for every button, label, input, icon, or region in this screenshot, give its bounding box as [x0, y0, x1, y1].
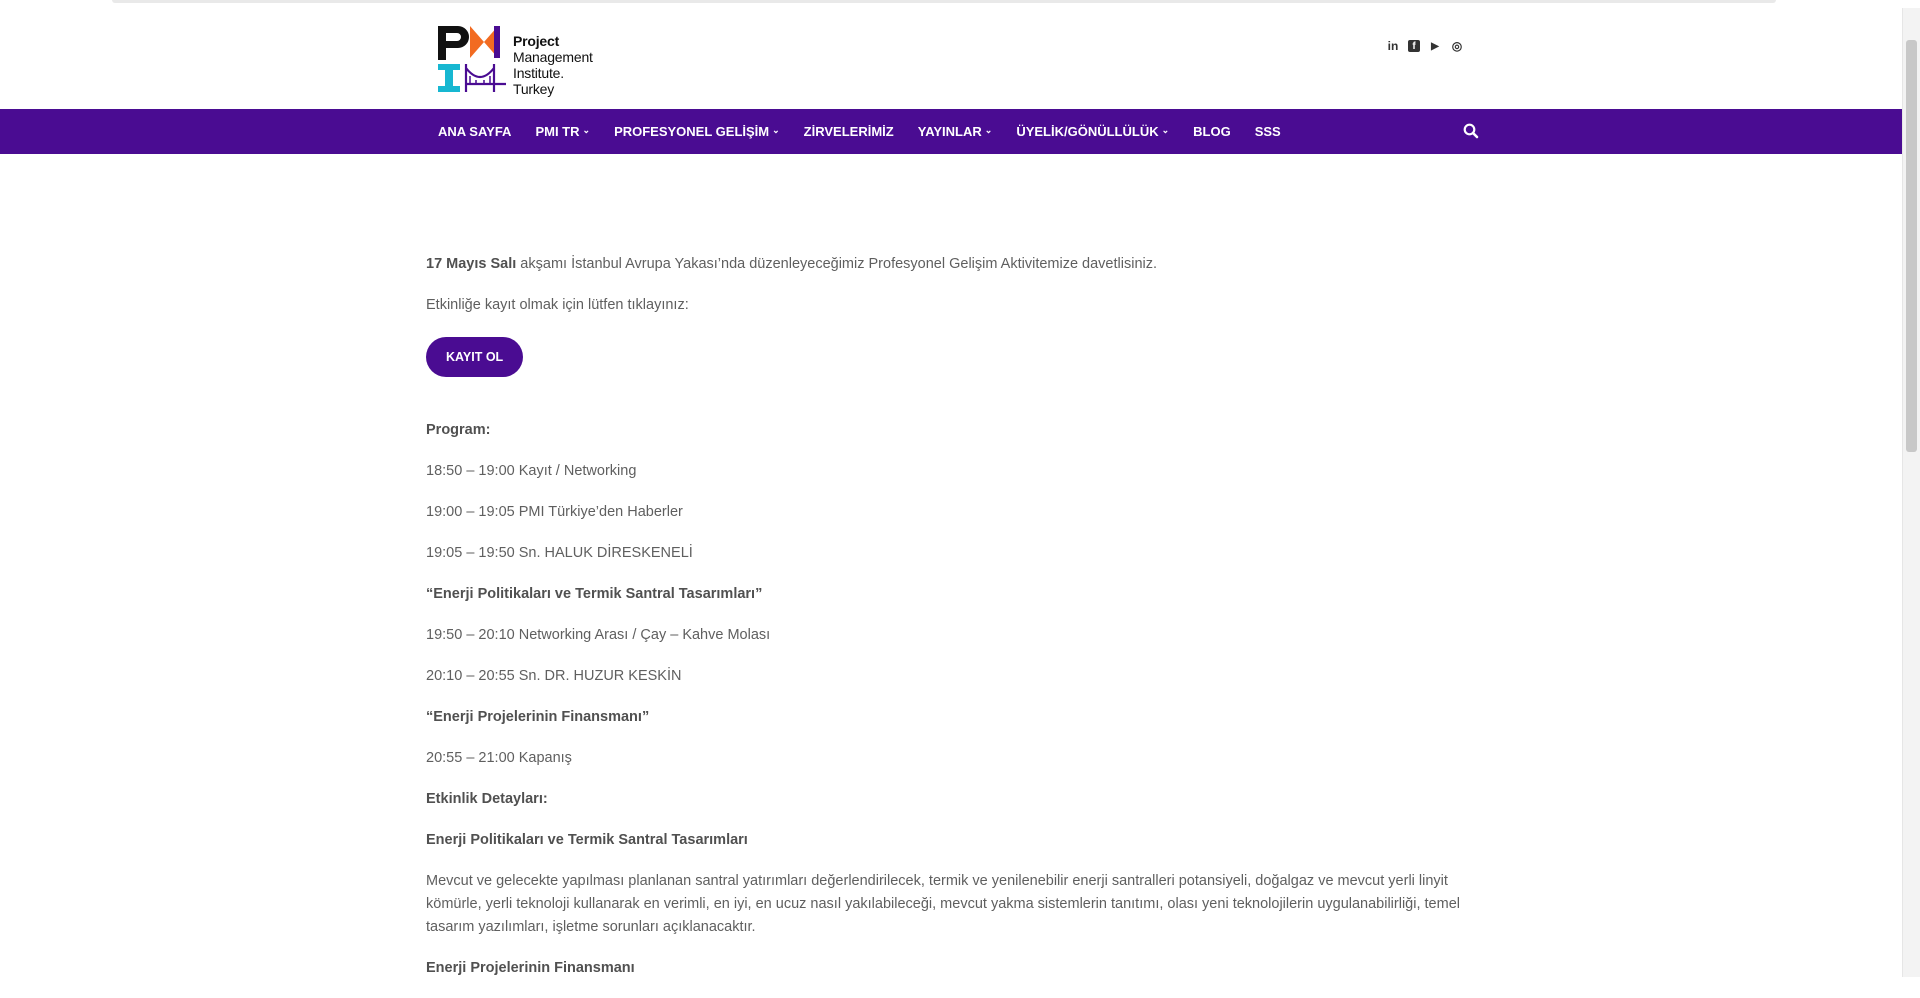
scrollbar-thumb[interactable] [1906, 40, 1917, 452]
program-item: 19:50 – 20:10 Networking Arası / Çay – Kahve Molası [426, 627, 771, 643]
nav-item-label: YAYINLAR [917, 124, 982, 139]
event-content [426, 253, 1476, 998]
nav-item-label: ÜYELİK/GÖNÜLLÜLÜK [1016, 124, 1159, 139]
nav-menu [426, 109, 1293, 154]
register-prompt: Etkinliğe kayıt olmak için lütfen tıklayınız: [426, 297, 689, 313]
nav-item-pmi-tr[interactable] [523, 124, 602, 139]
instagram-icon[interactable]: ◎ [1451, 39, 1463, 53]
talk-title: “Enerji Politikaları ve Termik Santral Tasarımları” [426, 586, 763, 602]
intro-paragraph [426, 253, 1476, 276]
chevron-down-icon: ⌄ [1161, 125, 1170, 135]
chevron-down-icon: ⌄ [772, 125, 780, 135]
facebook-icon[interactable]: f [1408, 40, 1420, 52]
main-navbar [0, 109, 1903, 154]
nav-item-ana-sayfa[interactable] [426, 124, 523, 139]
details-paragraph: Mevcut ve gelecekte yapılması planlanan santral yatırımları değerlendirilecek, termik ve yenilenebilir enerji santralleri potansiyeli, doğalgaz ve mevcut yerli linyit kömürle, yerli teknoloji kullanarak en verimli, en iyi, en ucuz nasıl yakılabileceği, mevcut yakma sistemlerin tanıtımı, olası yeni teknolojilerin uygulanabilirliği, temel tasarım yazılımları, işletme sorunları açıklanacaktır. [426, 873, 1460, 935]
pmi-logo-mark-icon [436, 24, 508, 94]
nav-item-label: BLOG [1193, 124, 1231, 139]
program-item: 18:50 – 19:00 Kayıt / Networking [426, 463, 637, 479]
chevron-down-icon: ⌄ [984, 125, 993, 135]
nav-item-zirvelerimiz[interactable] [792, 124, 906, 139]
intro-text: akşamı İstanbul Avrupa Yakası’nda düzenleyeceğimiz Profesyonel Gelişim Aktivitemize davetlisiniz. [516, 256, 1158, 272]
site-header [0, 8, 1903, 109]
logo-text [513, 33, 593, 97]
program-item: 19:05 – 19:50 Sn. HALUK DİRESKENELİ [426, 545, 693, 561]
nav-item-label: PMI TR [535, 124, 580, 139]
nav-item-label: ZİRVELERİMİZ [803, 124, 894, 139]
details-subheading: Enerji Projelerinin Finansmanı [426, 960, 635, 976]
page-scrollbar[interactable] [1902, 8, 1920, 977]
program-item: 20:55 – 21:00 Kapanış [426, 750, 572, 766]
event-date: 17 Mayıs Salı [426, 256, 517, 272]
nav-item-yayinlar[interactable] [906, 124, 1005, 139]
logo-line-institute: Institute. [513, 65, 564, 81]
youtube-icon[interactable]: ▶ [1431, 40, 1439, 52]
program-item: 20:10 – 20:55 Sn. DR. HUZUR KESKİN [426, 668, 682, 684]
nav-item-blog[interactable] [1181, 124, 1243, 139]
logo-line-turkey: Turkey [513, 81, 555, 97]
nav-item-label: PROFESYONEL GELİŞİM [614, 124, 770, 139]
nav-item-uyelik-gonulluluk[interactable] [1004, 124, 1181, 139]
details-subheading: Enerji Politikaları ve Termik Santral Tasarımları [426, 832, 748, 848]
nav-item-label: SSS [1254, 124, 1281, 139]
nav-item-profesyonel-gelisim[interactable] [602, 124, 792, 139]
search-icon[interactable] [1462, 122, 1480, 140]
nav-item-label: ANA SAYFA [438, 124, 512, 139]
linkedin-icon[interactable]: in [1387, 39, 1399, 53]
details-heading: Etkinlik Detayları: [426, 791, 548, 807]
register-button[interactable]: KAYIT OL [426, 337, 523, 377]
pmi-turkey-logo[interactable] [436, 24, 616, 97]
nav-item-sss[interactable] [1243, 124, 1293, 139]
social-links [1386, 39, 1464, 53]
browser-top-strip [0, 0, 1920, 8]
program-heading: Program: [426, 422, 491, 438]
talk-title: “Enerji Projelerinin Finansmanı” [426, 709, 650, 725]
chevron-down-icon: ⌄ [582, 125, 591, 135]
program-item: 19:00 – 19:05 PMI Türkiye’den Haberler [426, 504, 683, 520]
logo-line-project: Project [513, 33, 560, 49]
logo-line-management: Management [513, 49, 593, 65]
browser-address-bar-edge [112, 0, 1776, 3]
